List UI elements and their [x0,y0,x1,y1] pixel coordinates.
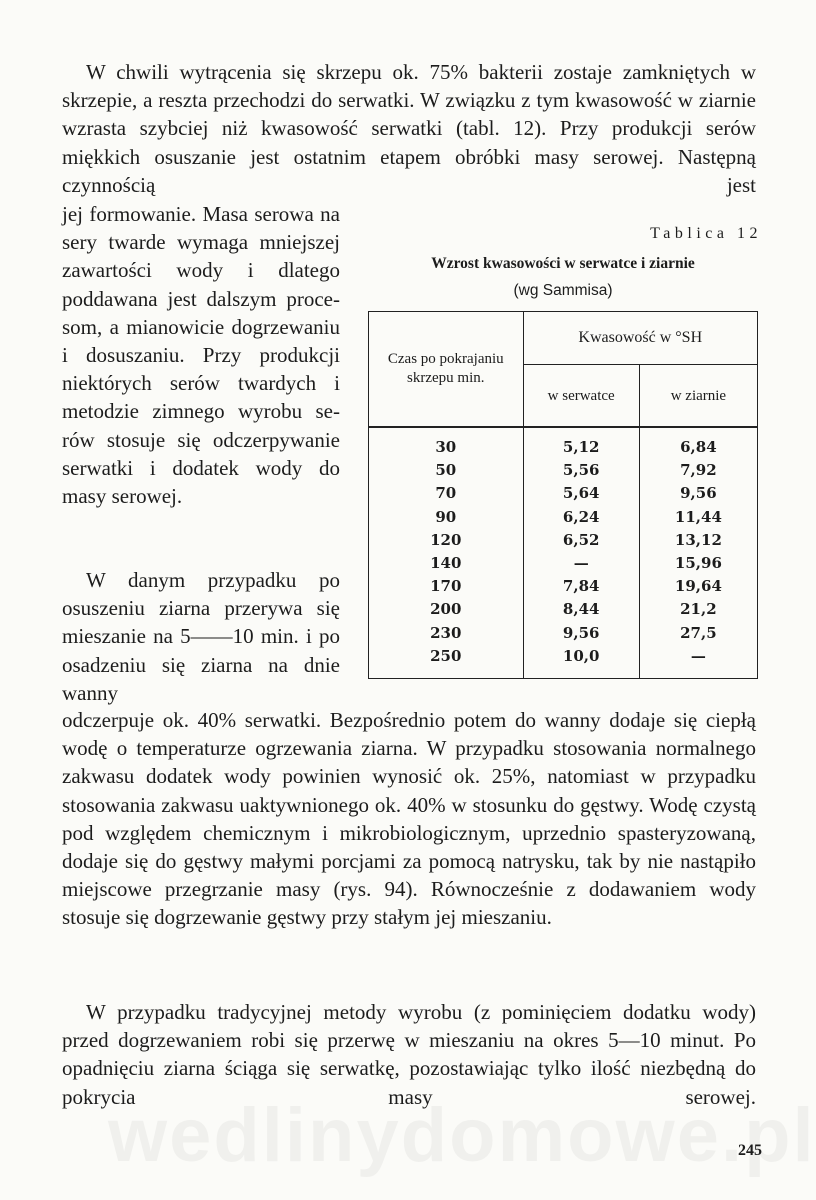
cell-whey: 6,24 [523,506,639,529]
header-time: Czas po pokrajaniu skrzepu min. [369,312,524,428]
cell-time: 230 [369,622,524,645]
header-grain: w ziarnie [639,365,757,427]
cell-time: 120 [369,529,524,552]
cell-time: 50 [369,459,524,482]
cell-time: 90 [369,506,524,529]
cell-whey: 5,56 [523,459,639,482]
table-row [369,459,758,482]
cell-grain: 6,84 [639,427,757,459]
table-row [369,427,758,459]
cell-grain: 11,44 [639,506,757,529]
cell-time: 200 [369,598,524,621]
header-whey: w serwatce [523,365,639,427]
table-row [369,622,758,645]
page-number: 245 [738,1142,762,1159]
acidity-table [368,311,758,679]
paragraph-2: jej formowanie. Masa serowa na sery twarde wymaga mniejszej zawartości wody i dlatego poddawana jest dalszym procesom, a mianowicie dogrzewaniu i dosuszaniu. Przy produkcji niektórych serów twardych i metodzie zimnego wyrobu serów stosuje się odczerpywanie serwatki i dodatek wody do masy serowej. [62,202,340,509]
cell-time: 70 [369,482,524,505]
cell-time: 170 [369,575,524,598]
table-subtitle: (wg Sammisa) [513,282,613,299]
table-row [369,506,758,529]
cell-whey: 9,56 [523,622,639,645]
header-acidity: Kwasowość w °SH [523,312,757,365]
paragraph-3: W danym przypadku po osuszeniu ziarna przerywa się mieszanie na 5——10 min. i po osadzeniu się ziarna na dnie wanny [62,568,340,705]
cell-whey: — [523,552,639,575]
table-label: Tablica 12 [650,225,762,242]
cell-grain: 19,64 [639,575,757,598]
table-row [369,552,758,575]
cell-time: 30 [369,427,524,459]
cell-whey: 8,44 [523,598,639,621]
table-row [369,598,758,621]
cell-grain: 15,96 [639,552,757,575]
table-row [369,529,758,552]
paragraph-1: W chwili wytrącenia się skrzepu ok. 75% bakterii zostaje zamkniętych w skrzepie, a reszta przechodzi do serwatki. W związku z tym kwasowość w ziarnie wzrasta szybciej niż kwasowość serwatki (tabl. 12). Przy produkcji serów miękkich osuszanie jest ostatnim etapem obróbki masy serowej. Następną czynnością jest [62,60,756,197]
watermark [108,1092,708,1179]
table-row [369,645,758,679]
cell-grain: 13,12 [639,529,757,552]
cell-time: 250 [369,645,524,679]
cell-whey: 5,64 [523,482,639,505]
cell-grain: — [639,645,757,679]
cell-grain: 7,92 [639,459,757,482]
cell-grain: 9,56 [639,482,757,505]
cell-whey: 10,0 [523,645,639,679]
cell-whey: 7,84 [523,575,639,598]
paragraph-4: odczerpuje ok. 40% serwatki. Bezpośrednio potem do wanny dodaje się ciepłą wodę o temperaturze ogrzewania ziarna. W przypadku stosowania normalnego zakwasu dodatek wody powinien wynosić ok. 25%, natomiast w przypadku stosowania zakwasu uaktywnionego ok. 40% w stosunku do gęstwy. Wodę czystą pod względem chemicznym i mikrobiologicznym, uprzednio spasteryzowaną, dodaje się do gęstwy małymi porcjami za pomocą natrysku, tak by nie nastąpiło miejscowe przegrzanie masy (rys. 94). Równocześnie z dodawaniem wody stosuje się dogrzewanie gęstwy przy stałym jej mieszaniu. [62,708,756,930]
cell-time: 140 [369,552,524,575]
cell-whey: 6,52 [523,529,639,552]
table-block [368,222,762,679]
table-row [369,575,758,598]
paragraph-5: W przypadku tradycyjnej metody wyrobu (z pominięciem dodatku wody) przed dogrzewaniem robi się przerwę w mieszaniu na okres 5—10 minut. Po opadnięciu ziarna ściąga się serwatkę, pozostawiając tylko ilość niezbędną do pokrycia masy serowej. [62,1000,756,1109]
cell-whey: 5,12 [523,427,639,459]
cell-grain: 27,5 [639,622,757,645]
cell-grain: 21,2 [639,598,757,621]
table-title: Wzrost kwasowości w serwatce i ziarnie [431,255,695,272]
table-row [369,482,758,505]
